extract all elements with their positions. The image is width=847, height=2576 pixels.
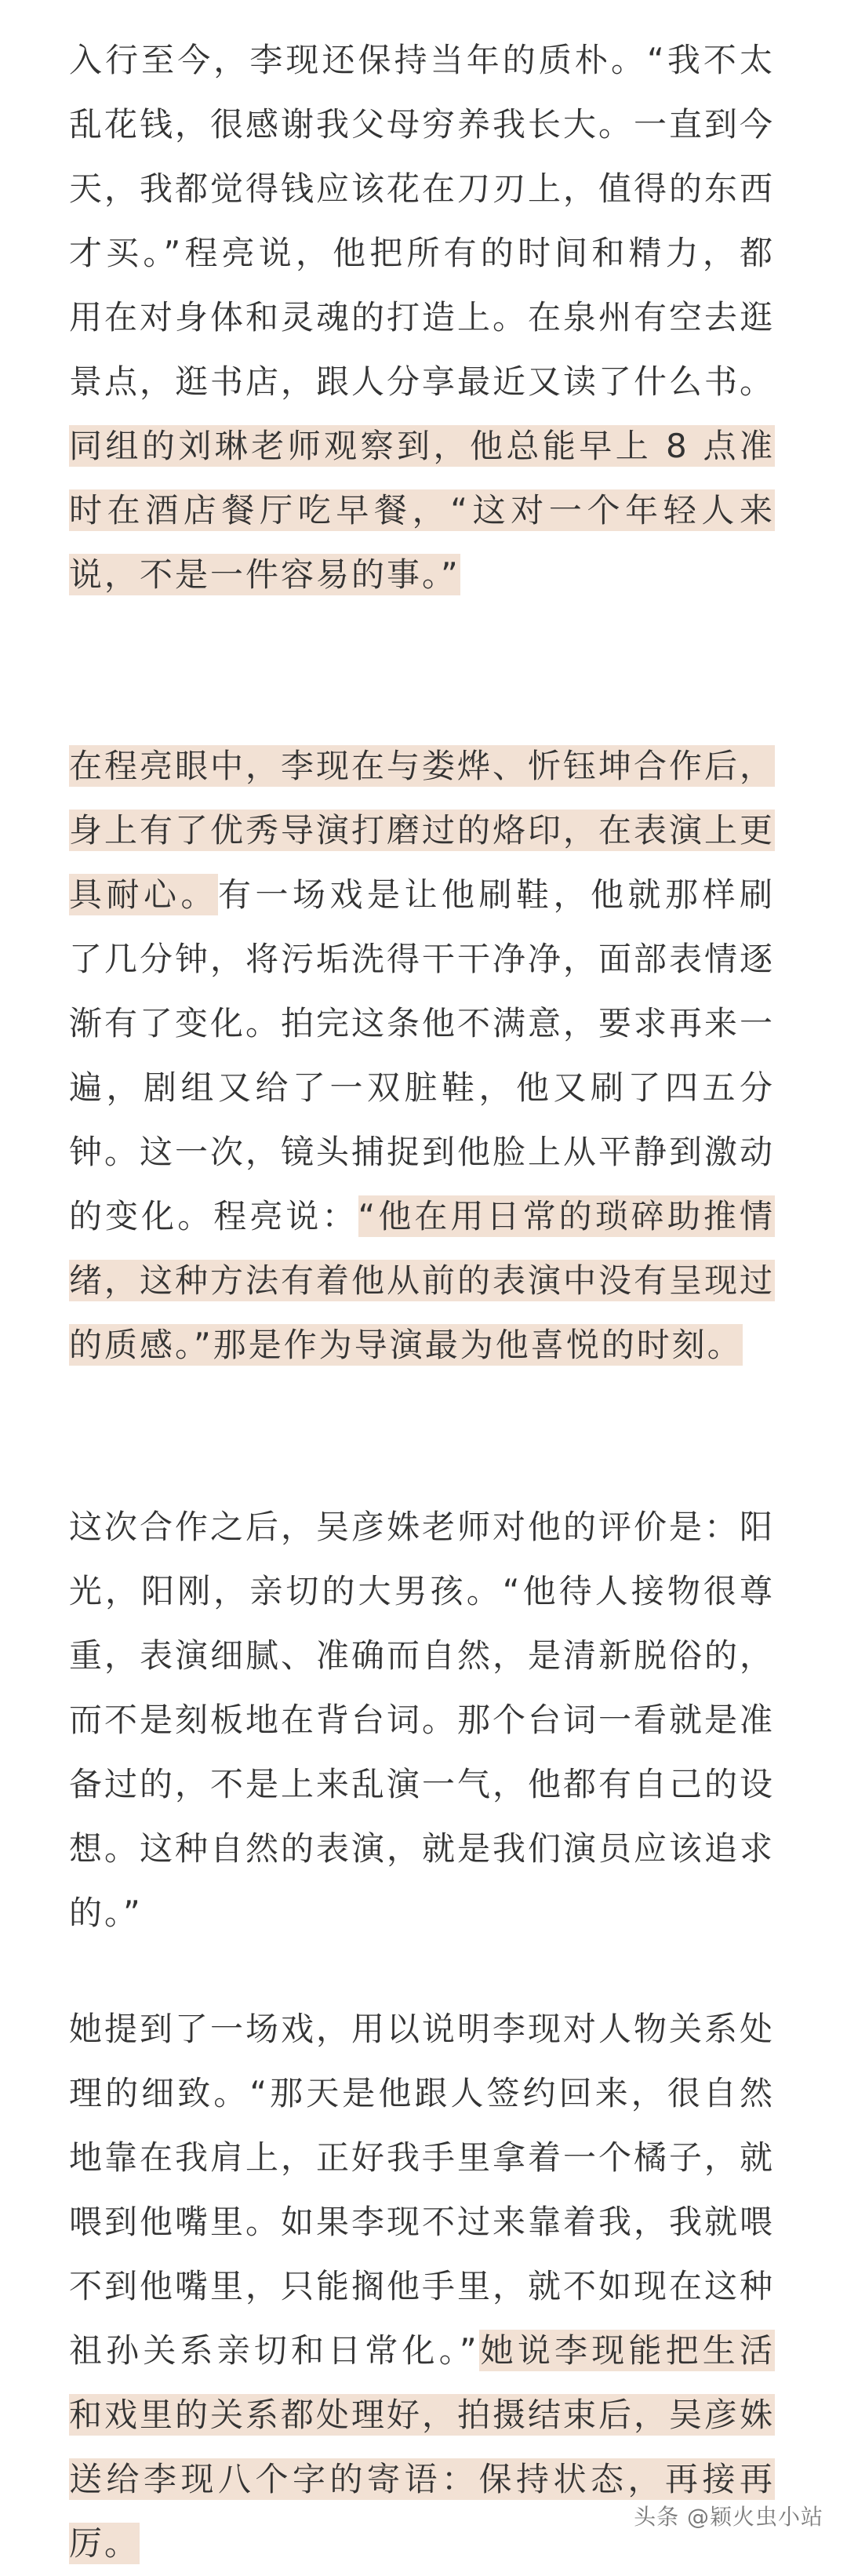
paragraph-text: 入行至今，李现还保持当年的质朴。“我不太乱花钱，很感谢我父母穷养我长大。一直到今天，我都觉得钱应该花在刀刃上，值得的东西才买。”程亮说，他把所有的时间和精力，都用在对身体和灵魂的打造上。在泉州有空去逛景点，逛书店，跟人分享最近又读了什么书。 (69, 41, 776, 401)
highlighted-quote: 在程亮眼中，李现在与娄烨、忻钰坤合作后，身上有了优秀导演打磨过的烙印，在表演上更具耐心。 (69, 747, 776, 914)
source-watermark: 头条 @颖火虫小站 (634, 2504, 823, 2530)
paragraph-text: 她提到了一场戏，用以说明李现对人物关系处理的细致。“那天是他跟人签约回来，很自然地靠在我肩上，正好我手里拿着一个橘子，就喂到他嘴里。如果李现不过来靠着我，我就喂不到他嘴里，只能搁他手里，就不如现在这种祖孙关系亲切和日常化。” (69, 2010, 776, 2370)
paragraph-3 (69, 1495, 775, 1945)
paragraph-text: 有一场戏是让他刷鞋，他就那样刷了几分钟，将污垢洗得干干净净，面部表情逐渐有了变化。拍完这条他不满意，要求再来一遍，剧组又给了一双脏鞋，他又刷了四五分钟。这一次，镜头捕捉到他脸上从平静到激动的变化。程亮说： (69, 875, 776, 1235)
paragraph-1 (69, 28, 775, 607)
article-body (69, 28, 775, 2576)
highlighted-quote: “他在用日常的琐碎助推情绪，这种方法有着他从前的表演中没有呈现过的质感。”那是作为导演最为他喜悦的时刻。 (69, 1197, 776, 1364)
paragraph-text: 这次合作之后，吴彦姝老师对他的评价是：阳光，阳刚，亲切的大男孩。“他待人接物很尊重，表演细腻、准确而自然，是清新脱俗的，而不是刻板地在背台词。那个台词一看就是准备过的，不是上来乱演一气，他都有自己的设想。这种自然的表演，就是我们演员应该追求的。” (69, 1508, 776, 1932)
paragraph-2 (69, 734, 775, 1377)
highlighted-quote: 她说李现能把生活和戏里的关系都处理好，拍摄结束后，吴彦姝送给李现八个字的寄语：保持状态，再接再厉。 (69, 2331, 776, 2563)
highlighted-quote: 同组的刘琳老师观察到，他总能早上 8 点准时在酒店餐厅吃早餐，“这对一个年轻人来说，不是一件容易的事。” (69, 427, 775, 594)
paragraph-4 (69, 1997, 775, 2576)
